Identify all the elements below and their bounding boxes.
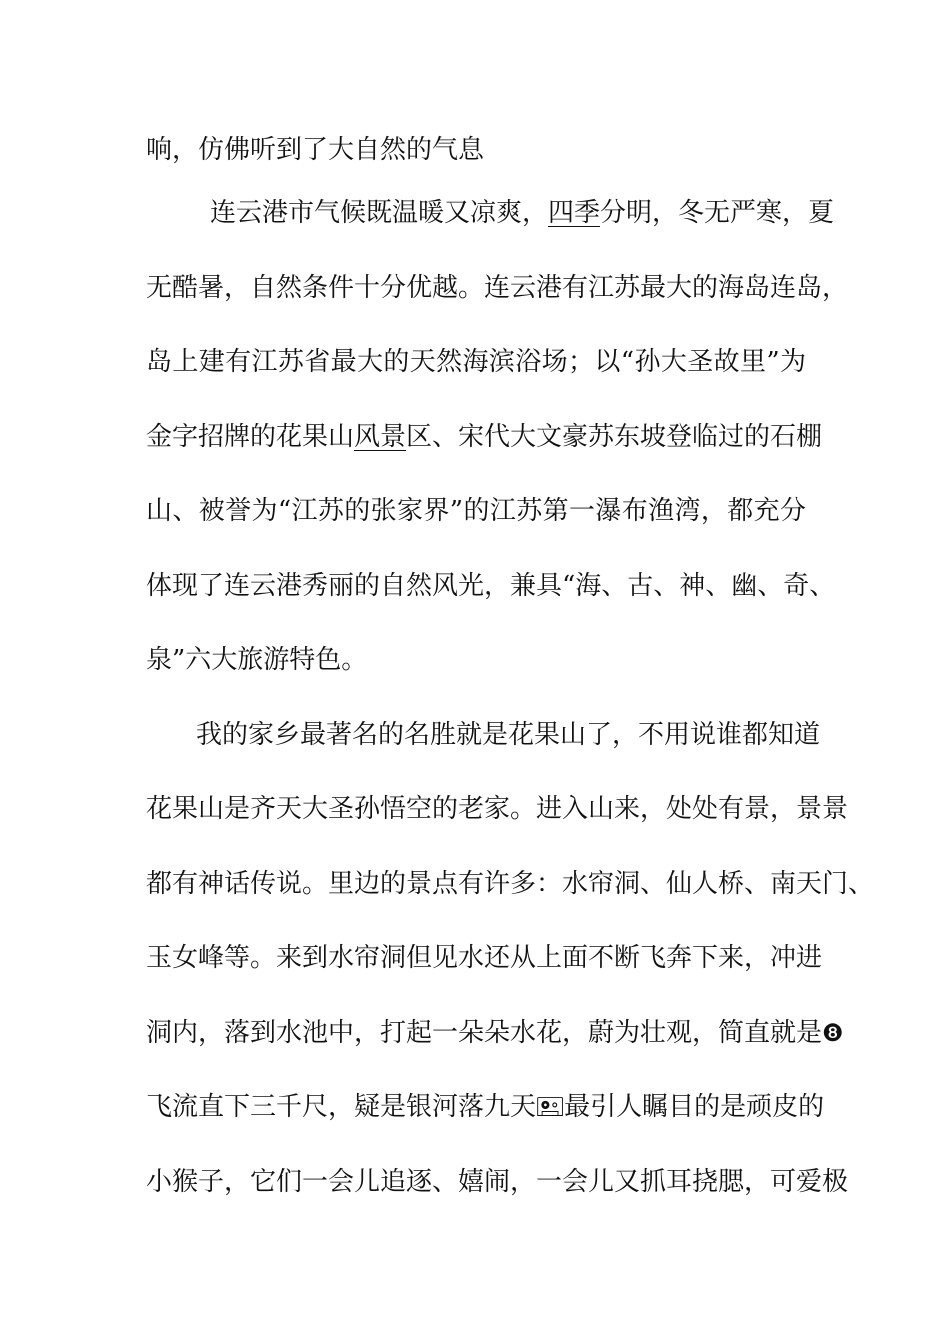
paragraph-first-line (210, 193, 835, 233)
text-line-11 (146, 864, 875, 904)
text-line-13 (146, 1013, 844, 1053)
line-text: 岛上建有江苏省最大的天然海滨浴场；以“孙大圣故里”为 (146, 347, 806, 377)
line-text: 山、被誉为“江苏的张家界”的江苏第一瀑布渔湾，都充分 (146, 496, 806, 526)
text-line-10 (146, 789, 849, 829)
circled-eight-icon: ❽ (822, 1019, 844, 1047)
line-text: 响，仿佛听到了大自然的气息 (146, 135, 485, 165)
line-text: 花果山是齐天大圣孙悟空的老家。进入山来，处处有景，景景 (146, 794, 849, 824)
text-line-14 (146, 1087, 825, 1127)
text-line-5 (146, 417, 823, 457)
text-line-4 (146, 342, 806, 382)
paragraph-second-first-line (196, 715, 821, 755)
line-text: 体现了连云港秀丽的自然风光，兼具“海、古、神、幽、奇、 (146, 571, 836, 601)
line-text: 我的家乡最著名的名胜就是花果山了，不用说谁都知道 (196, 720, 821, 750)
line-text: 洞内，落到水池中，打起一朵朵水花，蔚为壮观，简直就是 (146, 1018, 823, 1048)
underlined-term-fengjing: 风景 (354, 422, 407, 452)
line-text: 玉女峰等。来到水帘洞但见水还从上面不断飞奔下来，冲进 (146, 943, 823, 973)
line-text: 泉”六大旅游特色。 (146, 645, 368, 675)
line-text: 连云港市气候既温暖又凉爽， (210, 198, 549, 228)
line-text: 最引人瞩目的是顽皮的 (564, 1092, 825, 1122)
line-text: 无酷暑，自然条件十分优越。连云港有江苏最大的海岛连岛， (146, 273, 849, 303)
line-text: 小猴子，它们一会儿追逐、嬉闹，一会儿又抓耳挠腮，可爱极 (146, 1167, 849, 1197)
text-line-15 (146, 1162, 849, 1202)
line-text: 飞流直下三千尺，疑是银河落九天 (146, 1092, 537, 1122)
line-text: 金字招牌的花果山 (146, 422, 355, 452)
text-line-1 (146, 130, 806, 170)
text-line-12 (146, 938, 823, 978)
tape-cartridge-icon: 🖭 (536, 1093, 565, 1121)
text-line-7 (146, 566, 836, 606)
underlined-term-siji: 四季 (548, 198, 601, 228)
line-text: 都有神话传说。里边的景点有许多：水帘洞、仙人桥、南天门、 (146, 869, 875, 899)
text-line-8 (146, 640, 806, 680)
line-text: 分明，冬无严寒，夏 (600, 198, 835, 228)
text-line-3 (146, 268, 849, 308)
line-text: 区、宋代大文豪苏东坡登临过的石棚 (406, 422, 823, 452)
text-line-6 (146, 491, 806, 531)
